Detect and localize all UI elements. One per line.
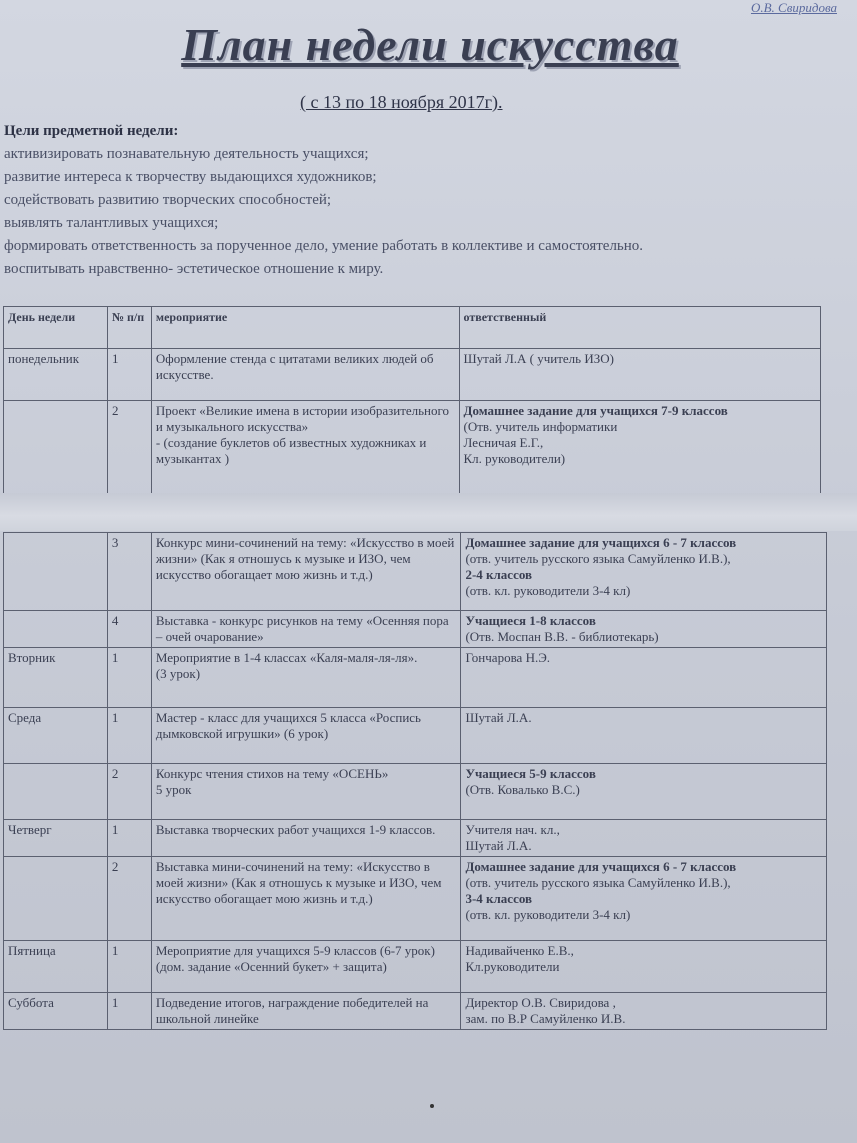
goal-item: развитие интереса к творчеству выдающихся художников;	[4, 169, 377, 185]
goal-item: воспитывать нравственно- эстетическое отношение к миру.	[4, 261, 384, 277]
cell-day: Суббота	[4, 993, 108, 1030]
table-row	[4, 708, 827, 764]
page-title: План недели искусства	[181, 19, 679, 70]
responsible-text: (отв. учитель русского языка Самуйленко И.В.),	[465, 551, 731, 566]
responsible-text: Директор О.В. Свиридова , зам. по В.Р Самуйленко И.В.	[465, 995, 626, 1026]
header-responsible: ответственный	[459, 307, 820, 349]
cell-responsible	[461, 611, 827, 648]
cell-responsible	[461, 764, 827, 820]
cell-responsible	[461, 708, 827, 764]
responsible-text: Учителя нач. кл., Шутай Л.А.	[465, 822, 560, 853]
table-header-row	[4, 307, 821, 349]
signature-stamp: О.В. Свиридова	[750, 0, 837, 15]
header-number: № п/п	[107, 307, 151, 349]
responsible-text: (Отв. Ковалько В.С.)	[465, 782, 580, 797]
cell-responsible	[461, 533, 827, 611]
cell-event: Мероприятие для учащихся 5-9 классов (6-7 урок) (дом. задание «Осенний букет» + защита)	[151, 941, 461, 993]
cell-number: 3	[107, 533, 151, 611]
responsible-text: Шутай Л.А.	[465, 710, 532, 725]
cell-responsible	[461, 820, 827, 857]
cell-number: 4	[107, 611, 151, 648]
header-event: мероприятие	[151, 307, 459, 349]
cell-event: Конкурс чтения стихов на тему «ОСЕНЬ» 5 урок	[151, 764, 461, 820]
cell-event: Оформление стенда с цитатами великих людей об искусстве.	[151, 349, 459, 401]
table-row	[4, 857, 827, 941]
responsible-text: Шутай Л.А ( учитель ИЗО)	[463, 351, 614, 366]
cell-day: понедельник	[4, 349, 108, 401]
responsible-bold: Учащиеся 5-9 классов	[465, 766, 596, 781]
cell-day	[4, 533, 108, 611]
goal-item: содействовать развитию творческих способностей;	[4, 192, 332, 208]
cell-number: 2	[107, 764, 151, 820]
plan-table-bottom	[3, 532, 827, 1030]
cell-number: 1	[107, 349, 151, 401]
cell-event: Выставка мини-сочинений на тему: «Искусство в моей жизни» (Как я отношусь к музыке и ИЗО, чем искусство обогащает мою жизнь и т.д.)	[151, 857, 461, 941]
table-row	[4, 764, 827, 820]
cell-day	[4, 401, 108, 496]
responsible-bold: Домашнее задание для учащихся 6 - 7 классов	[465, 859, 737, 874]
cell-responsible	[461, 648, 827, 708]
table-row	[4, 941, 827, 993]
cell-day: Вторник	[4, 648, 108, 708]
cell-number: 1	[107, 941, 151, 993]
cell-event: Мастер - класс для учащихся 5 класса «Роспись дымковской игрушки» (6 урок)	[151, 708, 461, 764]
responsible-bold: 3-4 классов	[465, 891, 533, 906]
cell-day: Среда	[4, 708, 108, 764]
cell-day	[4, 857, 108, 941]
goal-item: выявлять талантливых учащихся;	[4, 215, 219, 231]
responsible-bold: Домашнее задание для учащихся 7-9 классов	[463, 403, 728, 418]
cell-number: 2	[107, 401, 151, 496]
date-range: ( с 13 по 18 ноября 2017г).	[300, 92, 503, 112]
cell-number: 1	[107, 820, 151, 857]
pin-mark	[430, 1104, 434, 1108]
cell-responsible	[459, 401, 820, 496]
cell-responsible	[461, 993, 827, 1030]
goals-section	[4, 120, 834, 281]
responsible-bold: Учащиеся 1-8 классов	[465, 613, 596, 628]
cell-event: Конкурс мини-сочинений на тему: «Искусство в моей жизни» (Как я отношусь к музыке и ИЗО, чем искусство обогащает мою жизнь и т.д.)	[151, 533, 461, 611]
responsible-text: (отв. кл. руководители 3-4 кл)	[465, 907, 631, 922]
goals-heading: Цели предметной недели:	[4, 123, 179, 139]
cell-number: 1	[107, 708, 151, 764]
table-row	[4, 820, 827, 857]
cell-responsible	[461, 857, 827, 941]
responsible-text: (отв. учитель русского языка Самуйленко И.В.),	[465, 875, 731, 890]
cell-day	[4, 611, 108, 648]
responsible-text: Надивайченко Е.В., Кл.руководители	[465, 943, 574, 974]
cell-responsible	[461, 941, 827, 993]
goal-item: формировать ответственность за порученное дело, умение работать в коллективе и самостоятельно.	[4, 238, 644, 254]
cell-event: Мероприятие в 1-4 классах «Каля-маля-ля-ля». (3 урок)	[151, 648, 461, 708]
cell-event: Выставка творческих работ учащихся 1-9 классов.	[151, 820, 461, 857]
cell-responsible	[459, 349, 820, 401]
plan-table-top	[3, 306, 821, 496]
table-row	[4, 648, 827, 708]
table-row	[4, 401, 821, 496]
responsible-text: Гончарова Н.Э.	[465, 650, 551, 665]
responsible-text: (Отв. учитель информатики Лесничая Е.Г., Кл. руководители)	[463, 419, 618, 466]
paper-fold	[0, 493, 857, 531]
cell-number: 1	[107, 648, 151, 708]
table-row	[4, 533, 827, 611]
cell-day: Четверг	[4, 820, 108, 857]
responsible-text: (Отв. Моспан В.В. - библиотекарь)	[465, 629, 659, 644]
cell-day: Пятница	[4, 941, 108, 993]
table-row	[4, 611, 827, 648]
cell-event: Подведение итогов, награждение победителей на школьной линейке	[151, 993, 461, 1030]
cell-number: 2	[107, 857, 151, 941]
table-row	[4, 349, 821, 401]
cell-event: Проект «Великие имена в истории изобразительного и музыкального искусства» - (создание буклетов об известных художниках и музыкантах )	[151, 401, 459, 496]
responsible-bold: Домашнее задание для учащихся 6 - 7 классов	[465, 535, 737, 550]
responsible-text: (отв. кл. руководители 3-4 кл)	[465, 583, 631, 598]
cell-number: 1	[107, 993, 151, 1030]
cell-day	[4, 764, 108, 820]
header-day: День недели	[4, 307, 108, 349]
responsible-bold: 2-4 классов	[465, 567, 533, 582]
table-row	[4, 993, 827, 1030]
goal-item: активизировать познавательную деятельность учащихся;	[4, 146, 369, 162]
cell-event: Выставка - конкурс рисунков на тему «Осенняя пора – очей очарование»	[151, 611, 461, 648]
